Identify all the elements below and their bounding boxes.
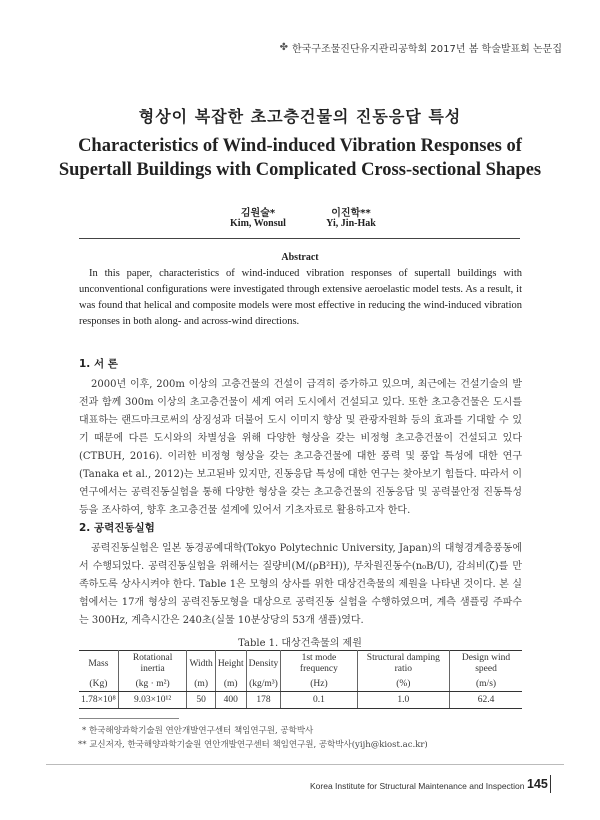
table-unit-cell: (m): [215, 677, 246, 692]
section-2-body: 공력진동실험은 일본 동경공예대학(Tokyo Polytechnic University, Japan)의 대형경계층풍동에서 수행되었다. 공력진동실험을 위해서는 질량비(M/(ρB²H)), 무차원진동수(n₀B/U), 감쇠비(ζ)를 만족하도록 상사시켜야 한다. Table 1은 모형의 상사를 위한 대상건축물의 제원을 나타낸 것이다. 본 실험에서는 17개 형상의 공력진동모형을 대상으로 공력진동 실험을 수행하였으며, 계측 샘플링 주파수는 300Hz, 계측시간은 240초(실물 10분상당의 53개 샘플)였다.: [79, 543, 522, 626]
table-header-cell: Height: [215, 651, 246, 678]
footnote-1: * 한국해양과학기술원 연안개발연구센터 책임연구원, 공학박사: [82, 726, 314, 736]
footnote-divider: [79, 718, 179, 719]
table-header-cell: Mass: [79, 651, 118, 678]
table-unit-cell: (m): [187, 677, 215, 692]
abstract-heading: Abstract: [281, 252, 319, 263]
table-unit-cell: (kg · m²): [118, 677, 187, 692]
table-cell: 1.0: [357, 692, 450, 709]
building-specs-table: [79, 650, 522, 709]
table-unit-cell: (%): [357, 677, 450, 692]
table-header-cell: Width: [187, 651, 215, 678]
table-caption: Table 1. 대상건축물의 제원: [238, 638, 362, 649]
table-unit-cell: (m/s): [450, 677, 522, 692]
table-row: [79, 692, 522, 709]
section-2-heading: 2. 공력진동실험: [79, 522, 155, 534]
paper-title-english-line-1: Characteristics of Wind-induced Vibration Responses of: [78, 136, 522, 156]
table-unit-cell: (Hz): [281, 677, 357, 692]
table-cell: 1.78×10⁸: [79, 692, 118, 709]
author-1-english: Kim, Wonsul: [230, 218, 286, 229]
table-cell: 178: [246, 692, 281, 709]
section-1-heading: 1. 서 론: [79, 358, 118, 370]
table-header-cell: Density: [246, 651, 281, 678]
table-unit-cell: (kg/m³): [246, 677, 281, 692]
paper-title-english-line-2: Supertall Buildings with Complicated Cross-sectional Shapes: [58, 160, 542, 180]
flower-icon: ✤: [279, 42, 288, 53]
table-header-cell: Rotational inertia: [118, 651, 187, 678]
proceedings-title: 한국구조물진단유지관리공학회 2017년 봄 학술발표회 논문집: [291, 44, 562, 55]
table-header-cell: Structural damping ratio: [357, 651, 450, 678]
author-2-korean: 이진학**: [331, 208, 371, 219]
footer-divider: [46, 764, 564, 765]
table-header-cell: Design wind speed: [450, 651, 522, 678]
author-1-korean: 김원술*: [240, 208, 276, 219]
abstract-body: In this paper, characteristics of wind-induced vibration responses of supertall buildings with unconventional configurations were investigated through extensive aeroelastic model tests. As a result, it was found that helical and composite models were most effective in reducing the wind-induced vibration responses in both along- and across-wind directions.: [79, 268, 522, 327]
table-cell: 400: [215, 692, 246, 709]
proceedings-header: [280, 40, 562, 55]
footer-organization: Korea Institute for Structural Maintenance and Inspection: [310, 781, 525, 791]
table-header-cell: 1st mode frequency: [281, 651, 357, 678]
footnote-2: ** 교신저자, 한국해양과학기술원 연안개발연구센터 책임연구원, 공학박사(yijh@kiost.ac.kr): [78, 740, 428, 750]
table-cell: 62.4: [450, 692, 522, 709]
paper-title-korean: 형상이 복잡한 초고층건물의 진동응답 특성: [138, 107, 462, 126]
table-unit-cell: (Kg): [79, 677, 118, 692]
table-units-row: [79, 677, 522, 692]
table-cell: 50: [187, 692, 215, 709]
section-1-body: 2000년 이후, 200m 이상의 고층건물의 건설이 급격히 증가하고 있으며, 최근에는 건설기술의 발전과 함께 300m 이상의 초고층건물이 세계 여러 도시에서 건설되고 있다. 또한 초고층건물은 도시를 대표하는 랜드마크로써의 상징성과 더불어 도시 이미지 향상 및 관광자원화 등의 효과를 기대할 수 있기 때문에 다른 도시와의 차별성을 위해 다양한 형상을 갖는 비정형 초고층건물이 건설되고 있다(CTBUH, 2016). 이러한 비정형 형상을 갖는 초고층건물에 대한 풍력 및 풍압 특성에 대한 연구(Tanaka et al., 2012)는 보고된바 있지만, 진동응답 특성에 대한 연구는 찾아보기 힘들다. 따라서 이 연구에서는 공력진동실험을 통해 다양한 형상을 갖는 초고층건물의 진동응답 및 공력불안정 진동특성 등을 조사하여, 향후 초고층건물 설계에 있어서 기초자료로 활용하고자 한다.: [79, 379, 522, 516]
table-cell: 9.03×10¹²: [118, 692, 187, 709]
page-number-bar: [550, 775, 551, 793]
table-cell: 0.1: [281, 692, 357, 709]
author-2-english: Yi, Jin-Hak: [326, 218, 376, 229]
divider-line: [79, 238, 520, 239]
table-header-row: [79, 651, 522, 678]
page-number: 145: [527, 777, 548, 791]
